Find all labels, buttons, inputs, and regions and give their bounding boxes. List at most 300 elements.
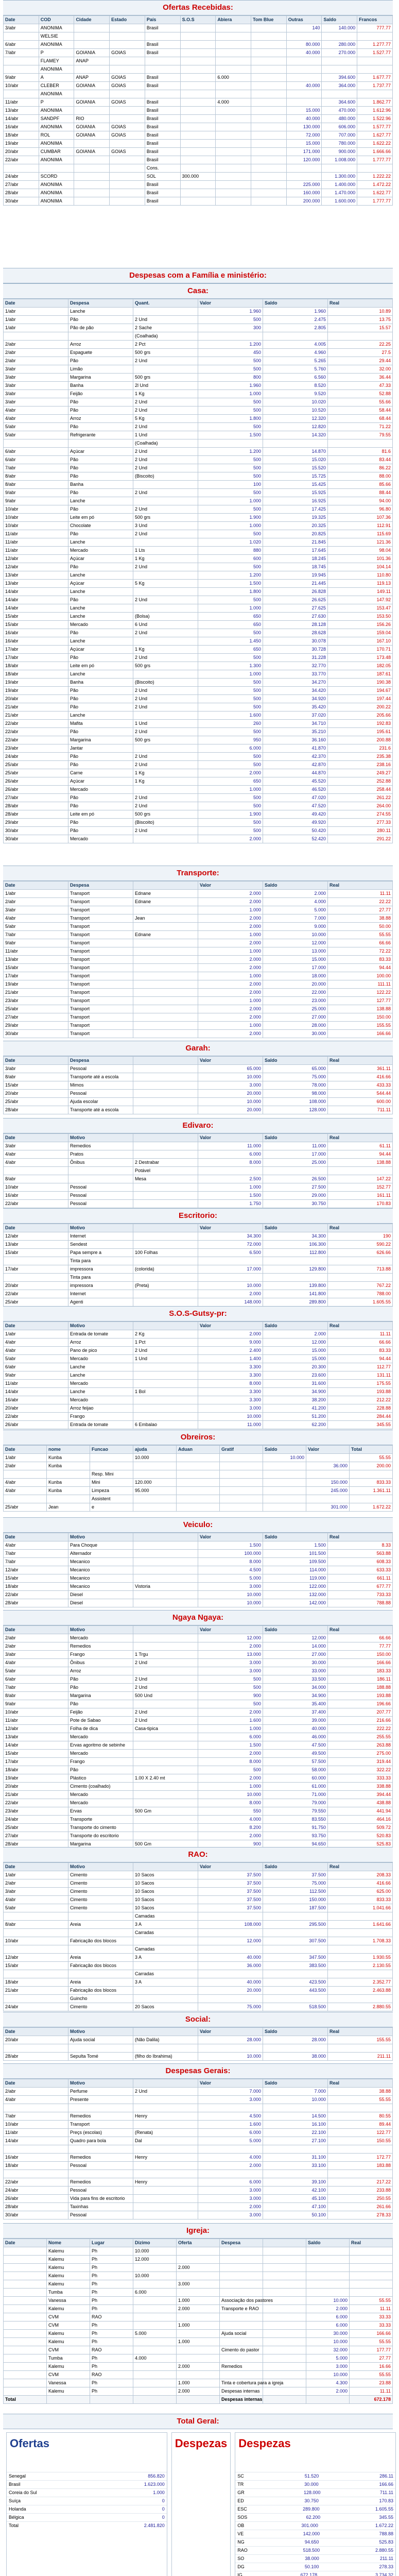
table-cell: [74, 41, 110, 49]
table-cell: 10.000: [263, 2096, 328, 2104]
table-cell: [306, 2264, 350, 2272]
table-row: [4, 629, 393, 637]
table-cell: [180, 107, 216, 115]
table-cell: [133, 1962, 198, 1970]
table-cell: 11.11: [350, 2387, 393, 2396]
table-cell: [133, 2346, 177, 2354]
table-cell: (Coalhada): [133, 332, 198, 341]
rao-section: [0, 1847, 396, 2012]
table-cell: 22.100: [263, 2129, 328, 2137]
table-cell: Saldo: [322, 16, 357, 24]
table-cell: [4, 1912, 68, 1921]
table-cell: 1.450: [198, 637, 263, 646]
table-cell: 120.000: [133, 1479, 177, 1487]
table-cell: Fabricação dos blocos: [68, 1987, 133, 1995]
table-row: [4, 1675, 393, 1684]
table-cell: 416.66: [328, 1073, 393, 1081]
table-cell: Brasil: [145, 181, 180, 189]
table-cell: Pote de Sabao: [68, 1717, 133, 1725]
table-cell: 8/abr: [4, 1073, 68, 1081]
table-cell: 270.000: [322, 49, 357, 57]
table-cell: [177, 1487, 220, 1495]
table-cell: 170.83: [328, 1200, 393, 1208]
table-cell: 30/abr: [4, 197, 39, 206]
table-cell: 10.000: [198, 1282, 263, 1290]
table-cell: [74, 173, 110, 181]
table-cell: [68, 1929, 133, 1937]
table-cell: 120.000: [286, 156, 322, 164]
table-cell: 27/abr: [4, 794, 68, 802]
table-row: [4, 1421, 393, 1429]
table-cell: Banha: [68, 382, 133, 390]
list-item-value: 672.178: [300, 2572, 318, 2576]
table-cell: 35.400: [263, 1700, 328, 1708]
table-row: [4, 898, 393, 906]
table-cell: [306, 2280, 350, 2289]
table-cell: Real: [328, 299, 393, 308]
table-cell: 28.628: [263, 629, 328, 637]
table-cell: Margarina: [68, 374, 133, 382]
table-cell: 10/abr: [4, 1708, 68, 1717]
table-row: [4, 1758, 393, 1766]
table-row: [4, 1298, 393, 1307]
table-cell: [220, 2256, 263, 2264]
table-cell: 3.000: [198, 2187, 263, 2195]
table-cell: Ph: [90, 2247, 133, 2256]
table-cell: [110, 90, 145, 98]
table-cell: [133, 947, 198, 956]
table-cell: 49.420: [263, 810, 328, 819]
table-cell: Internet: [68, 1232, 133, 1241]
table-cell: [180, 90, 216, 98]
table-cell: Mesa: [133, 1175, 198, 1183]
table-cell: 20.325: [263, 522, 328, 530]
table-cell: [4, 2338, 47, 2346]
table-cell: Funcao: [90, 1446, 133, 1454]
table-cell: 71.000: [263, 1791, 328, 1799]
list-item-value: 1.000: [153, 2490, 165, 2495]
table-cell: [263, 2280, 306, 2289]
list-item-label: Total: [9, 2523, 19, 2528]
table-cell: 40.000: [263, 1725, 328, 1733]
table-cell: 66.66: [328, 939, 393, 947]
table-cell: [133, 1566, 198, 1574]
table-cell: Pão: [68, 794, 133, 802]
list-item-value: 211.11: [379, 2556, 394, 2561]
table-cell: 96.80: [328, 505, 393, 514]
table-row: [4, 1462, 393, 1470]
table-cell: 10 Sacos: [133, 1888, 198, 1896]
table-cell: [4, 1470, 47, 1479]
table-cell: [328, 2104, 393, 2112]
table-cell: 1.930.55: [328, 1954, 393, 1962]
table-cell: 1.900: [198, 514, 263, 522]
table-cell: 66.66: [328, 1338, 393, 1347]
table-cell: 20/abr: [4, 2036, 68, 2044]
table-cell: [133, 980, 198, 989]
list-item-label: VE: [237, 2531, 244, 2536]
table-cell: 500 grs: [133, 374, 198, 382]
table-cell: ANONIMA: [39, 107, 74, 115]
table-cell: 46.520: [263, 786, 328, 794]
table-cell: [263, 1945, 328, 1954]
table-cell: [133, 1380, 198, 1388]
table-cell: 1.000: [177, 2379, 220, 2387]
table-cell: [177, 1454, 220, 1462]
table-cell: Pão: [68, 687, 133, 695]
table-cell: [110, 65, 145, 74]
table-cell: e: [90, 1503, 133, 1512]
table-row: [4, 2145, 393, 2154]
table-row: [4, 2137, 393, 2145]
table-cell: Pão: [68, 398, 133, 406]
ofertas-table: [3, 15, 393, 206]
table-cell: 777.77: [357, 24, 393, 32]
table-cell: Mercado: [68, 786, 133, 794]
table-cell: 2.000: [198, 1330, 263, 1338]
casa-section: [0, 283, 396, 866]
table-cell: 1.400: [198, 1355, 263, 1363]
table-cell: Kunba: [47, 1462, 90, 1470]
table-cell: [220, 1462, 263, 1470]
table-cell: 4/abr: [4, 1479, 47, 1487]
table-cell: 108.000: [263, 1098, 328, 1106]
table-cell: 25/abr: [4, 1298, 68, 1307]
table-row: [4, 1470, 393, 1479]
table-row: [4, 115, 393, 123]
table-cell: 1.708.33: [328, 1937, 393, 1945]
table-cell: SCORD: [39, 173, 74, 181]
table-cell: [133, 571, 198, 580]
list-item-label: Bélgica: [9, 2515, 24, 2520]
table-cell: 2l Und: [133, 382, 198, 390]
table-cell: Pão: [68, 629, 133, 637]
table-cell: 39.000: [263, 1717, 328, 1725]
table-cell: 18.000: [263, 972, 328, 980]
summary-columns: [3, 2429, 399, 2576]
table-row: [4, 1142, 393, 1150]
table-cell: 71.22: [328, 423, 393, 431]
table-row: [4, 1708, 393, 1717]
table-cell: 75.000: [198, 2003, 263, 2011]
table-cell: 10.000: [198, 1599, 263, 1607]
list-item-label: GR: [237, 2490, 245, 2495]
table-cell: 30.000: [306, 2330, 350, 2338]
table-cell: 500: [198, 819, 263, 827]
table-cell: 10.000: [198, 1413, 263, 1421]
table-cell: 79.550: [263, 1807, 328, 1816]
table-row: [4, 1896, 393, 1904]
table-cell: [251, 41, 287, 49]
table-cell: [263, 1503, 306, 1512]
table-cell: [4, 2280, 47, 2289]
table-cell: 500: [198, 629, 263, 637]
table-cell: 17/abr: [4, 654, 68, 662]
table-cell: [133, 1396, 198, 1404]
table-cell: 1.000: [177, 2297, 220, 2305]
table-row: [4, 2289, 393, 2297]
table-cell: 34.920: [263, 695, 328, 703]
table-cell: 10/abr: [4, 1937, 68, 1945]
table-cell: 35.210: [263, 728, 328, 736]
table-cell: Areia: [68, 1921, 133, 1929]
table-cell: 20.000: [198, 1106, 263, 1114]
table-cell: Quant.: [133, 299, 198, 308]
list-item-label: IG: [237, 2572, 242, 2576]
table-cell: [251, 32, 287, 41]
table-cell: 78.000: [263, 1081, 328, 1090]
table-cell: [133, 1741, 198, 1750]
table-cell: 22.22: [328, 898, 393, 906]
table-cell: [133, 1404, 198, 1413]
table-cell: Carradas: [133, 1929, 198, 1937]
table-cell: 121.36: [328, 538, 393, 547]
table-cell: 1.500: [198, 1741, 263, 1750]
list-item-value: 2.481.820: [144, 2523, 165, 2528]
table-cell: Cimento: [68, 2003, 133, 2011]
table-cell: 1.960: [198, 308, 263, 316]
table-row: [4, 1583, 393, 1591]
table-cell: 58.44: [328, 406, 393, 415]
list-item-value: 289.800: [303, 2506, 320, 2512]
table-cell: CLEBER: [39, 82, 74, 90]
table-cell: 166.66: [350, 2330, 393, 2338]
table-cell: 187.61: [328, 670, 393, 679]
table-cell: 8/abr: [4, 1175, 68, 1183]
table-cell: Remedios: [68, 1642, 133, 1651]
table-cell: [133, 1065, 198, 1073]
table-cell: [133, 2280, 177, 2289]
table-cell: 89.44: [328, 2121, 393, 2129]
table-cell: [133, 2028, 198, 2036]
table-cell: 1.627.77: [357, 131, 393, 140]
table-cell: 711.11: [328, 1106, 393, 1114]
table-cell: Lanche: [68, 571, 133, 580]
table-cell: 295.500: [263, 1921, 328, 1929]
table-cell: 6/abr: [4, 448, 68, 456]
list-item: [235, 2497, 395, 2505]
table-cell: 12.000: [263, 1338, 328, 1347]
table-cell: [133, 956, 198, 964]
table-row: [4, 538, 393, 547]
table-cell: 27.500: [263, 1183, 328, 1192]
sos-title: S.O.S-Gutsy-pr:: [3, 1306, 393, 1321]
table-cell: 85.66: [328, 481, 393, 489]
table-cell: 28/abr: [4, 1106, 68, 1114]
table-cell: Pessoal: [68, 1090, 133, 1098]
table-cell: [47, 1495, 90, 1503]
table-cell: Real: [328, 882, 393, 890]
table-row: [4, 181, 393, 189]
table-cell: Fabricação dos blocos: [68, 1937, 133, 1945]
table-cell: Real: [328, 1322, 393, 1330]
table-cell: Transporte até a escola: [68, 1073, 133, 1081]
garah-section: [0, 1041, 396, 1118]
table-cell: 280.000: [322, 41, 357, 49]
list-item-label: SOS: [237, 2515, 248, 2520]
table-cell: 21/abr: [4, 703, 68, 711]
table-cell: [306, 2272, 350, 2280]
table-cell: 38.200: [263, 1396, 328, 1404]
table-cell: [286, 164, 322, 173]
social-section: [0, 2012, 396, 2063]
table-cell: 19/abr: [4, 140, 39, 148]
table-cell: 233.88: [328, 2187, 393, 2195]
table-cell: Pão: [68, 464, 133, 472]
table-cell: 2.000: [198, 2162, 263, 2170]
table-cell: Vanessa: [47, 2379, 90, 2387]
table-cell: 140: [286, 24, 322, 32]
table-cell: Alternador: [68, 1550, 133, 1558]
table-cell: [220, 2371, 263, 2379]
table-cell: 112.91: [328, 522, 393, 530]
table-cell: 22/abr: [4, 1413, 68, 1421]
table-cell: 5/abr: [4, 923, 68, 931]
table-cell: 300.000: [180, 173, 216, 181]
table-cell: 2.000: [198, 1030, 263, 1038]
table-cell: Ednane: [133, 898, 198, 906]
table-cell: [251, 74, 287, 82]
table-header-row: [4, 16, 393, 24]
table-cell: GOIANIA: [74, 131, 110, 140]
table-cell: [350, 2247, 393, 2256]
table-cell: [68, 1945, 133, 1954]
table-cell: 1.500: [198, 431, 263, 439]
table-cell: [180, 115, 216, 123]
table-cell: 20.825: [263, 530, 328, 538]
table-cell: 301.000: [306, 1503, 350, 1512]
table-cell: 222.22: [328, 1725, 393, 1733]
table-cell: Valor: [198, 2028, 263, 2036]
table-cell: 21/abr: [4, 711, 68, 720]
table-row: [4, 1241, 393, 1249]
table-cell: [286, 173, 322, 181]
list-item-value: 142.000: [303, 2531, 320, 2536]
table-row: [4, 423, 393, 431]
list-item-value: 0: [162, 2498, 165, 2503]
table-cell: 10.000: [306, 2338, 350, 2346]
table-cell: [216, 173, 251, 181]
table-cell: 12/abr: [4, 555, 68, 563]
table-cell: 441.94: [328, 1807, 393, 1816]
table-cell: 4.000: [198, 2154, 263, 2162]
table-cell: 2.000: [198, 980, 263, 989]
table-cell: 2.352.77: [328, 1978, 393, 1987]
table-cell: Transport: [68, 1030, 133, 1038]
table-cell: 108.000: [198, 1921, 263, 1929]
table-cell: [110, 32, 145, 41]
table-cell: 3/abr: [4, 382, 68, 390]
table-cell: Leite em pó: [68, 662, 133, 670]
table-cell: 15.000: [286, 107, 322, 115]
table-row: [4, 148, 393, 156]
table-cell: [133, 1098, 198, 1106]
table-row: [4, 1995, 393, 2003]
table-cell: 1.672.22: [350, 1503, 393, 1512]
table-cell: 37.500: [198, 1879, 263, 1888]
table-row: [4, 2272, 393, 2280]
igreja-table: [3, 2239, 393, 2404]
edivaro-title: Edivaro:: [3, 1118, 393, 1133]
table-row: [4, 2363, 393, 2371]
table-cell: 20/abr: [4, 1282, 68, 1290]
table-cell: 364.600: [322, 98, 357, 107]
table-cell: [133, 744, 198, 753]
table-cell: 500: [198, 472, 263, 481]
table-cell: [4, 2354, 47, 2363]
rao-table: [3, 1862, 393, 2011]
table-cell: 112.500: [263, 1888, 328, 1896]
table-cell: [263, 1470, 306, 1479]
table-cell: 900: [198, 1692, 263, 1700]
table-cell: 60.000: [263, 1774, 328, 1783]
table-cell: 2 Und: [133, 794, 198, 802]
table-cell: 1 Und: [133, 720, 198, 728]
table-cell: [263, 2354, 306, 2363]
table-cell: 6.000: [198, 2129, 263, 2137]
table-cell: Mecanico: [68, 1566, 133, 1574]
table-cell: 500: [198, 679, 263, 687]
table-cell: 16/abr: [4, 123, 39, 131]
table-row: [4, 1363, 393, 1371]
table-cell: Mecanico: [68, 1558, 133, 1566]
table-cell: 19/abr: [4, 679, 68, 687]
table-cell: 1.300: [198, 662, 263, 670]
table-cell: [133, 2371, 177, 2379]
table-cell: 1.000: [198, 604, 263, 613]
table-cell: 101.36: [328, 555, 393, 563]
table-cell: 104.14: [328, 563, 393, 571]
table-cell: 49.500: [263, 1750, 328, 1758]
table-cell: 6.000: [198, 1150, 263, 1159]
table-cell: 23.88: [350, 2379, 393, 2387]
table-cell: 21/abr: [4, 1791, 68, 1799]
table-cell: 6 Embalao: [133, 1421, 198, 1429]
table-cell: [4, 2371, 47, 2379]
table-cell: 2.000: [177, 2264, 220, 2272]
table-cell: [4, 439, 68, 448]
table-cell: 142.000: [263, 1599, 328, 1607]
table-cell: [133, 1495, 177, 1503]
table-cell: RAO: [90, 2371, 133, 2379]
summary-ofertas-list: [7, 2472, 167, 2530]
table-cell: 94.650: [263, 1840, 328, 1849]
table-cell: Saldo: [263, 1057, 328, 1065]
table-cell: 11/abr: [4, 1380, 68, 1388]
table-cell: Ph: [90, 2321, 133, 2330]
table-cell: 138.88: [328, 1005, 393, 1013]
table-cell: 1.527.77: [357, 49, 393, 57]
table-row: [4, 1574, 393, 1583]
table-cell: [74, 140, 110, 148]
table-cell: 12.320: [263, 415, 328, 423]
table-cell: 6.000: [306, 2313, 350, 2321]
table-cell: 2/abr: [4, 2088, 68, 2096]
table-cell: 1.605.55: [328, 1298, 393, 1307]
table-cell: 132.000: [263, 1591, 328, 1599]
table-cell: Nome: [47, 2239, 90, 2247]
table-cell: 2 Und: [133, 687, 198, 695]
table-cell: 625.00: [328, 1888, 393, 1896]
table-cell: 3/abr: [4, 374, 68, 382]
list-item-value: 30.750: [304, 2498, 319, 2503]
table-cell: 15/abr: [4, 621, 68, 629]
table-cell: 2 Und: [133, 761, 198, 769]
list-item-value: 94.650: [304, 2539, 319, 2545]
table-cell: 1 Kg: [133, 777, 198, 786]
rao-title: RAO:: [3, 1847, 393, 1862]
table-cell: 3/abr: [4, 906, 68, 914]
